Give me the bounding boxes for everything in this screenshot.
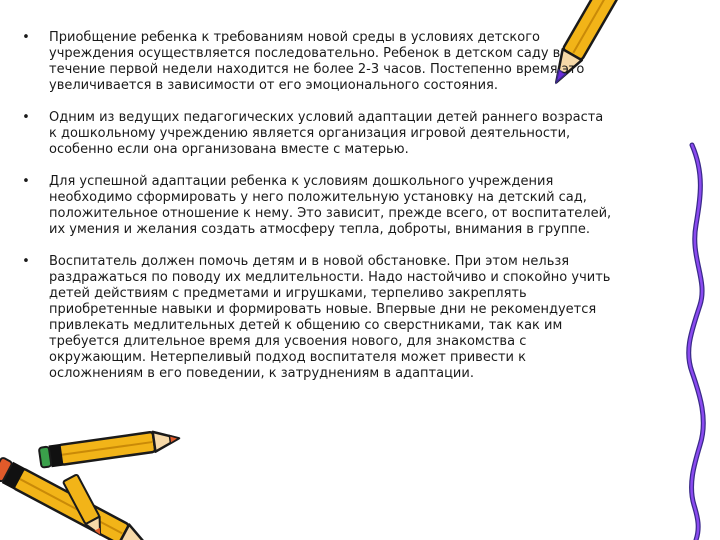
pencil-bottom-left-2-icon bbox=[39, 427, 181, 468]
bullet-list bbox=[20, 30, 612, 382]
bullet-item bbox=[20, 30, 612, 94]
bullet-text: Воспитатель должен помочь детям и в новой обстановке. При этом нельзя раздражаться по поводу их медлительности. Надо настойчиво и спокойно учить детей действиям с предметами и игрушками, терпеливо закреплять приобретенные навыки и формировать новые. Впервые дни не рекомендуется привлекать медлительных детей к общению со сверстниками, так как им требуется длительное время для усвоения нового, для знакомства с окружающим. Нетерпеливый подход воспитателя может привести к осложнениям в его поведении, к затруднениям в адаптации. bbox=[49, 254, 611, 381]
content-text-block bbox=[20, 30, 612, 398]
scribble-line-icon bbox=[689, 145, 704, 540]
bullet-text: Для успешной адаптации ребенка к условиям дошкольного учреждения необходимо сформировать у него положительную установку на детский сад, положительное отношение к нему. Это зависит, прежде всего, от воспитателей, их умения и желания создать атмосферу тепла, доброты, внимания в группе. bbox=[49, 174, 612, 237]
bullet-text: Приобщение ребенка к требованиям новой среды в условиях детского учреждения осуществляется последовательно. Ребенок в детском саду в течение первой недели находится не более 2-3 часов. Постепенно время это увеличивается в зависимости от его эмоционального состояния. bbox=[49, 30, 585, 93]
bullet-marker: • bbox=[22, 110, 30, 125]
bullet-marker: • bbox=[22, 30, 30, 45]
bullet-marker: • bbox=[22, 174, 30, 189]
bullet-item bbox=[20, 174, 612, 238]
bullet-item bbox=[20, 110, 612, 158]
bullet-item bbox=[20, 254, 612, 382]
bullet-text: Одним из ведущих педагогических условий адаптации детей раннего возраста к дошкольному учреждению является организация игровой деятельности, особенно если она организована вместе с матерью. bbox=[49, 110, 604, 157]
bullet-marker: • bbox=[22, 254, 30, 269]
